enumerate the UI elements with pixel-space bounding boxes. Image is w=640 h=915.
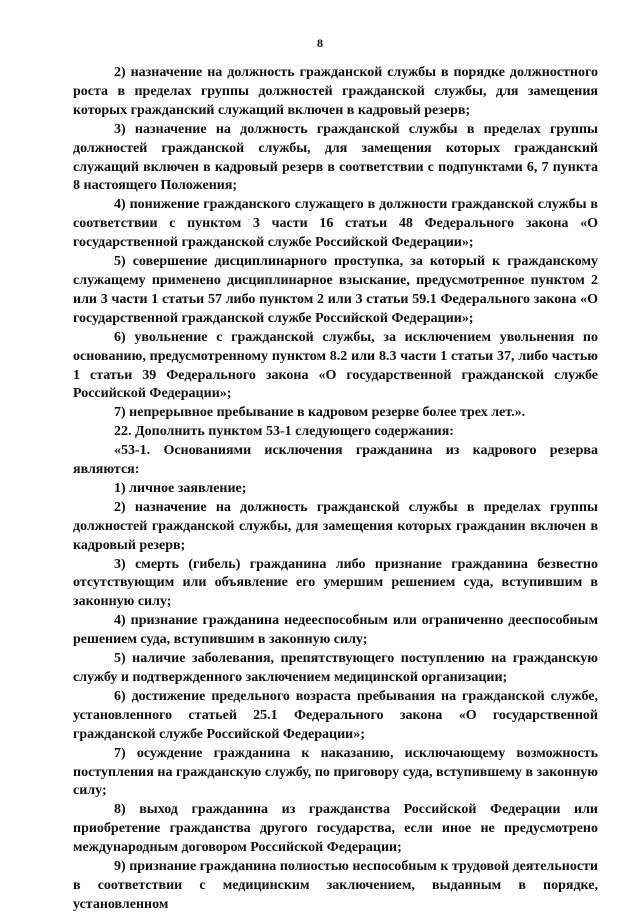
paragraph-ground-5: 5) наличие заболевания, препятствующего поступлению на гражданскую службу и подтвержденного заключением медицинской организации;: [73, 651, 598, 685]
paragraph-ground-9: 9) признание гражданина полностью неспособным к трудовой деятельности в соответствии с медицинским заключением, выданным в порядке, установленном: [73, 859, 598, 912]
paragraph-item-7-three-years: 7) непрерывное пребывание в кадровом резерве более трех лет.».: [114, 405, 526, 421]
paragraph-item-2-promotion: 2) назначение на должность гражданской службы в порядке должностного роста в пределах группы должностей гражданской службы, для замещения которых гражданский служащий включен в кадровый резерв;: [73, 65, 598, 118]
paragraph-ground-6: 6) достижение предельного возраста пребывания на гражданской службе, установленного статьей 25.1 Федерального закона «О государственной гражданской службе Российской Федерации»;: [73, 688, 598, 742]
paragraph-ground-8: 8) выход гражданина из гражданства Российской Федерации или приобретение гражданства другого государства, если иное не предусмотрено международным договором Российской Федерации;: [73, 802, 598, 856]
paragraph-item-3-appointment: 3) назначение на должность гражданской службы в пределах группы должностей гражданской службы, для замещения которых гражданский служащий включен в кадровый резерв в соответствии с подпунктами 6, 7 пункта 8 настоящего Положения;: [73, 121, 598, 194]
paragraph-ground-4: 4) признание гражданина недееспособным или ограниченно дееспособным решением суда, вступившим в законную силу;: [73, 613, 598, 648]
paragraph-ground-1: 1) личное заявление;: [114, 480, 247, 496]
paragraph-ground-2: 2) назначение на должность гражданской службы в пределах группы должностей гражданской службы, для замещения которых гражданин включен в кадровый резерв;: [73, 499, 598, 553]
paragraph-ground-3: 3) смерть (гибель) гражданина либо признание гражданина безвестно отсутствующим или объявление его умершим решением суда, вступившим в законную силу;: [73, 556, 598, 610]
paragraph-item-6-dismissal: 6) увольнение с гражданской службы, за исключением увольнения по основанию, предусмотренному пунктом 8.2 или 8.3 части 1 статьи 37, либо частью 1 статьи 39 Федерального закона «О государственной гражданской службе Российской Федерации»;: [73, 329, 598, 402]
paragraph-item-4-demotion: 4) понижение гражданского служащего в должности гражданской службы в соответствии с пунктом 3 части 16 статьи 48 Федерального закона «О государственной гражданской службе Российской Федерации»;: [73, 197, 598, 251]
document-body: [73, 64, 598, 915]
paragraph-clause-22: 22. Дополнить пунктом 53-1 следующего содержания:: [114, 424, 454, 440]
paragraph-clause-53-1: «53-1. Основаниями исключения гражданина из кадрового резерва являются:: [73, 443, 598, 478]
paragraph-ground-7: 7) осуждение гражданина к наказанию, исключающему возможность поступления на гражданскую службу, по приговору суда, вступившему в законную силу;: [73, 745, 598, 799]
paragraph-item-5-disciplinary: 5) совершение дисциплинарного проступка, за который к гражданскому служащему применено дисциплинарное взыскание, предусмотренное пунктом 2 или 3 части 1 статьи 57 либо пунктом 2 или 3 статьи 59.1 Федерального закона «О государственной гражданской службе Российской Федерации»;: [73, 254, 598, 326]
page-number: 8: [317, 36, 323, 50]
